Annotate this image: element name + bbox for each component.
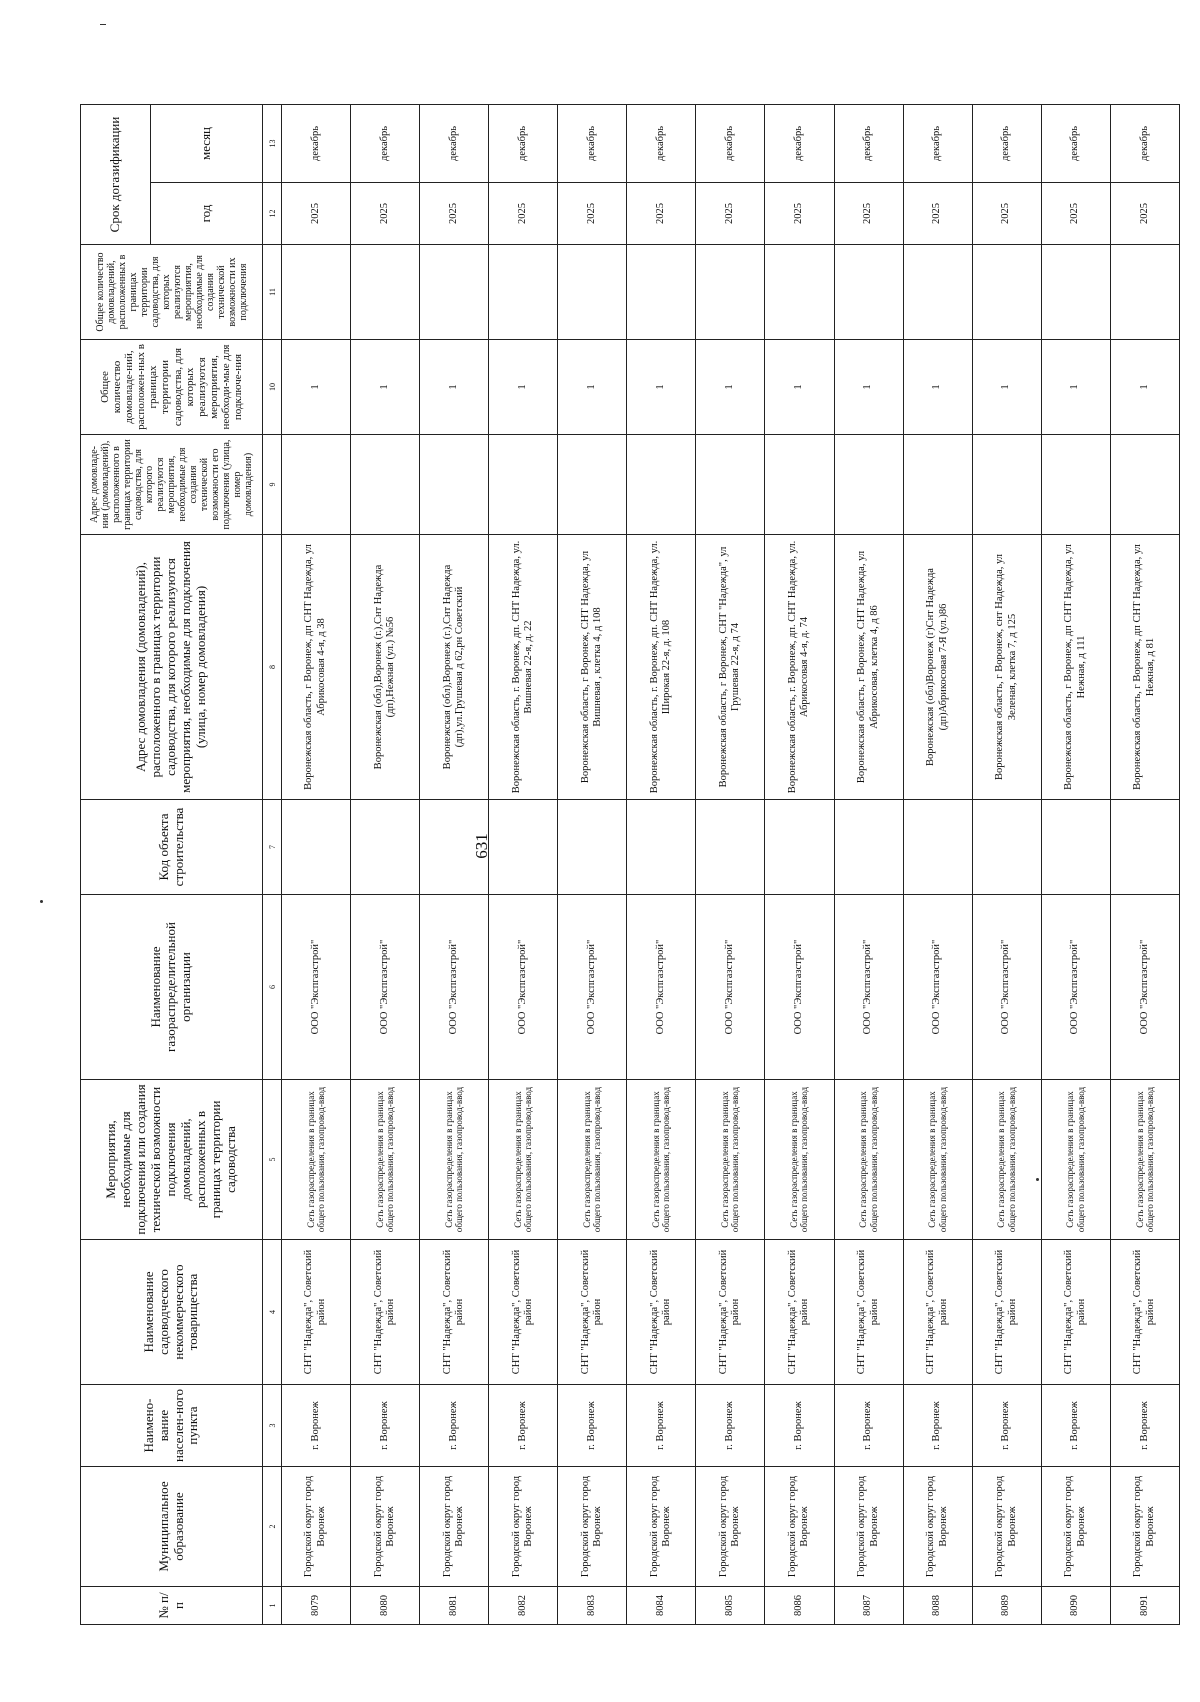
month-cell: декабрь bbox=[903, 105, 972, 183]
address-cell: Воронежская область, г Воронеж, СНТ "Надежда", ул Грушевая 22-я, д 74 bbox=[696, 535, 765, 800]
table-row bbox=[1110, 105, 1179, 1625]
month-cell: декабрь bbox=[765, 105, 834, 183]
address-cell: Воронежская (обл),Воронеж (г.),Снт Надежда (дп),Нежная (ул.) №56 bbox=[351, 535, 420, 800]
measures-cell: Сеть газораспределения в границах общего пользования, газопровод-ввод bbox=[420, 1080, 489, 1240]
header-count-tech: Общее количество домовладений, расположенных в границах территории садоводства, для которых реализуются мероприятия, необходимые для создания технической возможности их подключения bbox=[81, 245, 263, 340]
count-cell: 1 bbox=[696, 340, 765, 435]
row-number: 8090 bbox=[1041, 1587, 1110, 1625]
header-municipality: Муниципальное образование bbox=[81, 1467, 263, 1587]
count-cell: 1 bbox=[972, 340, 1041, 435]
header-snt: Наименование садоводческого некоммерческого товарищества bbox=[81, 1240, 263, 1385]
gas-organization-cell: ООО "Экспгазстрой" bbox=[903, 895, 972, 1080]
gas-organization-cell: ООО "Экспгазстрой" bbox=[282, 895, 351, 1080]
municipality-cell: Городской округ город Воронеж bbox=[972, 1467, 1041, 1587]
year-cell: 2025 bbox=[765, 183, 834, 245]
month-cell: декабрь bbox=[834, 105, 903, 183]
address-cell: Воронежская область, г Воронеж, СНТ Надежда, ул Вишневая , клетка 4, д 108 bbox=[558, 535, 627, 800]
tech-address-cell bbox=[1110, 435, 1179, 535]
month-cell: декабрь bbox=[696, 105, 765, 183]
gas-organization-cell: ООО "Экспгазстрой" bbox=[489, 895, 558, 1080]
gas-organization-cell: ООО "Экспгазстрой" bbox=[972, 895, 1041, 1080]
tech-count-cell bbox=[696, 245, 765, 340]
gasification-table bbox=[80, 104, 1180, 1625]
snt-cell: СНТ "Надежда", Советский район bbox=[696, 1240, 765, 1385]
year-cell: 2025 bbox=[1041, 183, 1110, 245]
header-settlement: Наимено-вание населен-ного пункта bbox=[81, 1385, 263, 1467]
count-cell: 1 bbox=[834, 340, 903, 435]
tech-address-cell bbox=[696, 435, 765, 535]
month-cell: декабрь bbox=[1110, 105, 1179, 183]
municipality-cell: Городской округ город Воронеж bbox=[765, 1467, 834, 1587]
settlement-cell: г. Воронеж bbox=[282, 1385, 351, 1467]
month-cell: декабрь bbox=[558, 105, 627, 183]
municipality-cell: Городской округ город Воронеж bbox=[558, 1467, 627, 1587]
count-cell: 1 bbox=[351, 340, 420, 435]
tech-address-cell bbox=[558, 435, 627, 535]
table-row bbox=[972, 105, 1041, 1625]
tech-count-cell bbox=[1110, 245, 1179, 340]
snt-cell: СНТ "Надежда", Советский район bbox=[765, 1240, 834, 1385]
gas-organization-cell: ООО "Экспгазстрой" bbox=[765, 895, 834, 1080]
tech-address-cell bbox=[420, 435, 489, 535]
tech-count-cell bbox=[420, 245, 489, 340]
year-cell: 2025 bbox=[351, 183, 420, 245]
snt-cell: СНТ "Надежда", Советский район bbox=[489, 1240, 558, 1385]
snt-cell: СНТ "Надежда", Советский район bbox=[903, 1240, 972, 1385]
tech-address-cell bbox=[765, 435, 834, 535]
address-cell: Воронежская область, г Воронеж, дп СНТ Надежда, ул Абрикосовая 4-я, д 38 bbox=[282, 535, 351, 800]
snt-cell: СНТ "Надежда", Советский район bbox=[834, 1240, 903, 1385]
tech-address-cell bbox=[627, 435, 696, 535]
object-code-cell bbox=[834, 800, 903, 895]
municipality-cell: Городской округ город Воронеж bbox=[696, 1467, 765, 1587]
measures-cell: Сеть газораспределения в границах общего пользования, газопровод-ввод bbox=[765, 1080, 834, 1240]
month-cell: декабрь bbox=[351, 105, 420, 183]
snt-cell: СНТ "Надежда", Советский район bbox=[1041, 1240, 1110, 1385]
tech-count-cell bbox=[489, 245, 558, 340]
count-cell: 1 bbox=[489, 340, 558, 435]
row-number: 8080 bbox=[351, 1587, 420, 1625]
row-number: 8091 bbox=[1110, 1587, 1179, 1625]
settlement-cell: г. Воронеж bbox=[1041, 1385, 1110, 1467]
snt-cell: СНТ "Надежда", Советский район bbox=[1110, 1240, 1179, 1385]
settlement-cell: г. Воронеж bbox=[834, 1385, 903, 1467]
address-cell: Воронежская область, г Воронеж, дп СНТ Надежда, ул Нежная, д 111 bbox=[1041, 535, 1110, 800]
year-cell: 2025 bbox=[834, 183, 903, 245]
column-number: 7 bbox=[263, 800, 282, 895]
row-number: 8087 bbox=[834, 1587, 903, 1625]
gas-organization-cell: ООО "Экспгазстрой" bbox=[1110, 895, 1179, 1080]
snt-cell: СНТ "Надежда", Советский район bbox=[282, 1240, 351, 1385]
month-cell: декабрь bbox=[972, 105, 1041, 183]
column-number: 5 bbox=[263, 1080, 282, 1240]
settlement-cell: г. Воронеж bbox=[351, 1385, 420, 1467]
address-cell: Воронежская область, г Воронеж, снт Надежда, ул Зеленая, клетка 7, д 125 bbox=[972, 535, 1041, 800]
row-number: 8088 bbox=[903, 1587, 972, 1625]
month-cell: декабрь bbox=[420, 105, 489, 183]
tech-address-cell bbox=[282, 435, 351, 535]
header-address-tech: Адрес домовладе-ния (домовладений), расположенного в границах территории садоводства, для которого реализуются мероприятия, необходимые для создания технической возможности его подключения (улица, номер домовладения) bbox=[81, 435, 263, 535]
column-number: 1 bbox=[263, 1587, 282, 1625]
year-cell: 2025 bbox=[282, 183, 351, 245]
municipality-cell: Городской округ город Воронеж bbox=[627, 1467, 696, 1587]
year-cell: 2025 bbox=[627, 183, 696, 245]
gas-organization-cell: ООО "Экспгазстрой" bbox=[627, 895, 696, 1080]
measures-cell: Сеть газораспределения в границах общего пользования, газопровод-ввод bbox=[1041, 1080, 1110, 1240]
table-row bbox=[903, 105, 972, 1625]
tech-count-cell bbox=[903, 245, 972, 340]
municipality-cell: Городской округ город Воронеж bbox=[1041, 1467, 1110, 1587]
address-cell: Воронежская (обл),Воронеж (г.),Снт Надежда (дп),ул.Грушевая д 62,рн Советский bbox=[420, 535, 489, 800]
tech-count-cell bbox=[351, 245, 420, 340]
address-cell: Воронежская область, г Воронеж, дп СНТ Надежда, ул Нежная, д 81 bbox=[1110, 535, 1179, 800]
tech-address-cell bbox=[489, 435, 558, 535]
tech-count-cell bbox=[282, 245, 351, 340]
tech-count-cell bbox=[1041, 245, 1110, 340]
address-cell: Воронежская (обл)Воронеж (г)Снт Надежда (дп)Абрикосовая 7-Я (ул.)86 bbox=[903, 535, 972, 800]
settlement-cell: г. Воронеж bbox=[489, 1385, 558, 1467]
month-cell: декабрь bbox=[627, 105, 696, 183]
municipality-cell: Городской округ город Воронеж bbox=[351, 1467, 420, 1587]
page-number: 631 bbox=[472, 833, 491, 859]
object-code-cell bbox=[627, 800, 696, 895]
count-cell: 1 bbox=[1041, 340, 1110, 435]
header-gas-organization: Наименование газораспределительной организации bbox=[81, 895, 263, 1080]
column-number: 6 bbox=[263, 895, 282, 1080]
table-row bbox=[696, 105, 765, 1625]
tech-count-cell bbox=[627, 245, 696, 340]
object-code-cell bbox=[558, 800, 627, 895]
column-number: 4 bbox=[263, 1240, 282, 1385]
table-row bbox=[420, 105, 489, 1625]
table-row bbox=[627, 105, 696, 1625]
header-month: месяц bbox=[151, 105, 263, 183]
row-number: 8083 bbox=[558, 1587, 627, 1625]
year-cell: 2025 bbox=[558, 183, 627, 245]
count-cell: 1 bbox=[558, 340, 627, 435]
measures-cell: Сеть газораспределения в границах общего пользования, газопровод-ввод bbox=[351, 1080, 420, 1240]
gas-organization-cell: ООО "Экспгазстрой" bbox=[558, 895, 627, 1080]
table-row bbox=[351, 105, 420, 1625]
row-number: 8085 bbox=[696, 1587, 765, 1625]
header-count-connection: Общее количество домовладе-ний, расположен-ных в границах территории садоводства, для которых реализуются мероприятия, необходи-мые для подключе-ния bbox=[81, 340, 263, 435]
address-cell: Воронежская область, г. Воронеж, дп. СНТ Надежда, ул. Вишневая 22-я, д. 22 bbox=[489, 535, 558, 800]
measures-cell: Сеть газораспределения в границах общего пользования, газопровод-ввод bbox=[282, 1080, 351, 1240]
count-cell: 1 bbox=[420, 340, 489, 435]
gas-organization-cell: ООО "Экспгазстрой" bbox=[834, 895, 903, 1080]
tech-count-cell bbox=[765, 245, 834, 340]
tech-address-cell bbox=[903, 435, 972, 535]
row-number: 8079 bbox=[282, 1587, 351, 1625]
tech-address-cell bbox=[351, 435, 420, 535]
scan-mark bbox=[100, 24, 106, 25]
column-number: 11 bbox=[263, 245, 282, 340]
year-cell: 2025 bbox=[696, 183, 765, 245]
row-number: 8084 bbox=[627, 1587, 696, 1625]
row-number: 8089 bbox=[972, 1587, 1041, 1625]
tech-address-cell bbox=[834, 435, 903, 535]
table-row bbox=[834, 105, 903, 1625]
address-cell: Воронежская область, г. Воронеж, дп. СНТ Надежда, ул. Широкая 22-я, д. 108 bbox=[627, 535, 696, 800]
count-cell: 1 bbox=[1110, 340, 1179, 435]
measures-cell: Сеть газораспределения в границах общего пользования, газопровод-ввод bbox=[903, 1080, 972, 1240]
column-number: 8 bbox=[263, 535, 282, 800]
municipality-cell: Городской округ город Воронеж bbox=[1110, 1467, 1179, 1587]
count-cell: 1 bbox=[903, 340, 972, 435]
column-number: 9 bbox=[263, 435, 282, 535]
object-code-cell bbox=[420, 800, 489, 895]
settlement-cell: г. Воронеж bbox=[903, 1385, 972, 1467]
tech-count-cell bbox=[972, 245, 1041, 340]
settlement-cell: г. Воронеж bbox=[972, 1385, 1041, 1467]
tech-address-cell bbox=[972, 435, 1041, 535]
snt-cell: СНТ "Надежда", Советский район bbox=[627, 1240, 696, 1385]
header-year: год bbox=[151, 183, 263, 245]
object-code-cell bbox=[903, 800, 972, 895]
object-code-cell bbox=[765, 800, 834, 895]
row-number: 8082 bbox=[489, 1587, 558, 1625]
header-number: № п/п bbox=[81, 1587, 263, 1625]
header-address-connection: Адрес домовладения (домовладений), расположенного в границах территории садоводства, для которого реализуются мероприятия, необходимые для подключения (улица, номер домовладения) bbox=[81, 535, 263, 800]
row-number: 8081 bbox=[420, 1587, 489, 1625]
count-cell: 1 bbox=[627, 340, 696, 435]
settlement-cell: г. Воронеж bbox=[627, 1385, 696, 1467]
table-row bbox=[558, 105, 627, 1625]
year-cell: 2025 bbox=[972, 183, 1041, 245]
municipality-cell: Городской округ город Воронеж bbox=[903, 1467, 972, 1587]
count-cell: 1 bbox=[765, 340, 834, 435]
tech-address-cell bbox=[1041, 435, 1110, 535]
table-row bbox=[489, 105, 558, 1625]
measures-cell: Сеть газораспределения в границах общего пользования, газопровод-ввод bbox=[972, 1080, 1041, 1240]
tech-count-cell bbox=[834, 245, 903, 340]
column-number: 10 bbox=[263, 340, 282, 435]
row-number: 8086 bbox=[765, 1587, 834, 1625]
settlement-cell: г. Воронеж bbox=[420, 1385, 489, 1467]
year-cell: 2025 bbox=[420, 183, 489, 245]
settlement-cell: г. Воронеж bbox=[765, 1385, 834, 1467]
gas-organization-cell: ООО "Экспгазстрой" bbox=[696, 895, 765, 1080]
year-cell: 2025 bbox=[489, 183, 558, 245]
municipality-cell: Городской округ город Воронеж bbox=[282, 1467, 351, 1587]
municipality-cell: Городской округ город Воронеж bbox=[834, 1467, 903, 1587]
column-number: 3 bbox=[263, 1385, 282, 1467]
object-code-cell bbox=[489, 800, 558, 895]
object-code-cell bbox=[696, 800, 765, 895]
settlement-cell: г. Воронеж bbox=[1110, 1385, 1179, 1467]
municipality-cell: Городской округ город Воронеж bbox=[489, 1467, 558, 1587]
month-cell: декабрь bbox=[282, 105, 351, 183]
header-object-code: Код объекта строительства bbox=[81, 800, 263, 895]
gas-organization-cell: ООО "Экспгазстрой" bbox=[351, 895, 420, 1080]
header-measures: Мероприятия, необходимые для подключения или создания технической возможности подключения домовладений, расположенных в границах территории садоводства bbox=[81, 1080, 263, 1240]
gas-organization-cell: ООО "Экспгазстрой" bbox=[1041, 895, 1110, 1080]
object-code-cell bbox=[1041, 800, 1110, 895]
measures-cell: Сеть газораспределения в границах общего пользования, газопровод-ввод bbox=[696, 1080, 765, 1240]
table-row bbox=[282, 105, 351, 1625]
scan-mark bbox=[40, 900, 43, 903]
count-cell: 1 bbox=[282, 340, 351, 435]
table-row bbox=[1041, 105, 1110, 1625]
measures-cell: Сеть газораспределения в границах общего пользования, газопровод-ввод bbox=[627, 1080, 696, 1240]
object-code-cell bbox=[1110, 800, 1179, 895]
month-cell: декабрь bbox=[1041, 105, 1110, 183]
municipality-cell: Городской округ город Воронеж bbox=[420, 1467, 489, 1587]
object-code-cell bbox=[282, 800, 351, 895]
tech-count-cell bbox=[558, 245, 627, 340]
column-number: 2 bbox=[263, 1467, 282, 1587]
settlement-cell: г. Воронеж bbox=[696, 1385, 765, 1467]
address-cell: Воронежская область, г. Воронеж, дп. СНТ Надежда, ул. Абрикосовая 4-я, д. 74 bbox=[765, 535, 834, 800]
column-number: 13 bbox=[263, 105, 282, 183]
snt-cell: СНТ "Надежда", Советский район bbox=[351, 1240, 420, 1385]
table-row bbox=[765, 105, 834, 1625]
gas-organization-cell: ООО "Экспгазстрой" bbox=[420, 895, 489, 1080]
header-deadline: Срок догазификации bbox=[81, 105, 151, 245]
year-cell: 2025 bbox=[1110, 183, 1179, 245]
month-cell: декабрь bbox=[489, 105, 558, 183]
object-code-cell bbox=[351, 800, 420, 895]
measures-cell: Сеть газораспределения в границах общего пользования, газопровод-ввод bbox=[489, 1080, 558, 1240]
rotated-table-container bbox=[80, 105, 1180, 1625]
year-cell: 2025 bbox=[903, 183, 972, 245]
measures-cell: Сеть газораспределения в границах общего пользования, газопровод-ввод bbox=[558, 1080, 627, 1240]
measures-cell: Сеть газораспределения в границах общего пользования, газопровод-ввод bbox=[834, 1080, 903, 1240]
settlement-cell: г. Воронеж bbox=[558, 1385, 627, 1467]
address-cell: Воронежская область, г Воронеж, СНТ Надежда, ул Абрикосовая, клетка 4, д 86 bbox=[834, 535, 903, 800]
measures-cell: Сеть газораспределения в границах общего пользования, газопровод-ввод bbox=[1110, 1080, 1179, 1240]
snt-cell: СНТ "Надежда", Советский район bbox=[972, 1240, 1041, 1385]
column-number: 12 bbox=[263, 183, 282, 245]
snt-cell: СНТ "Надежда", Советский район bbox=[558, 1240, 627, 1385]
object-code-cell bbox=[972, 800, 1041, 895]
snt-cell: СНТ "Надежда", Советский район bbox=[420, 1240, 489, 1385]
